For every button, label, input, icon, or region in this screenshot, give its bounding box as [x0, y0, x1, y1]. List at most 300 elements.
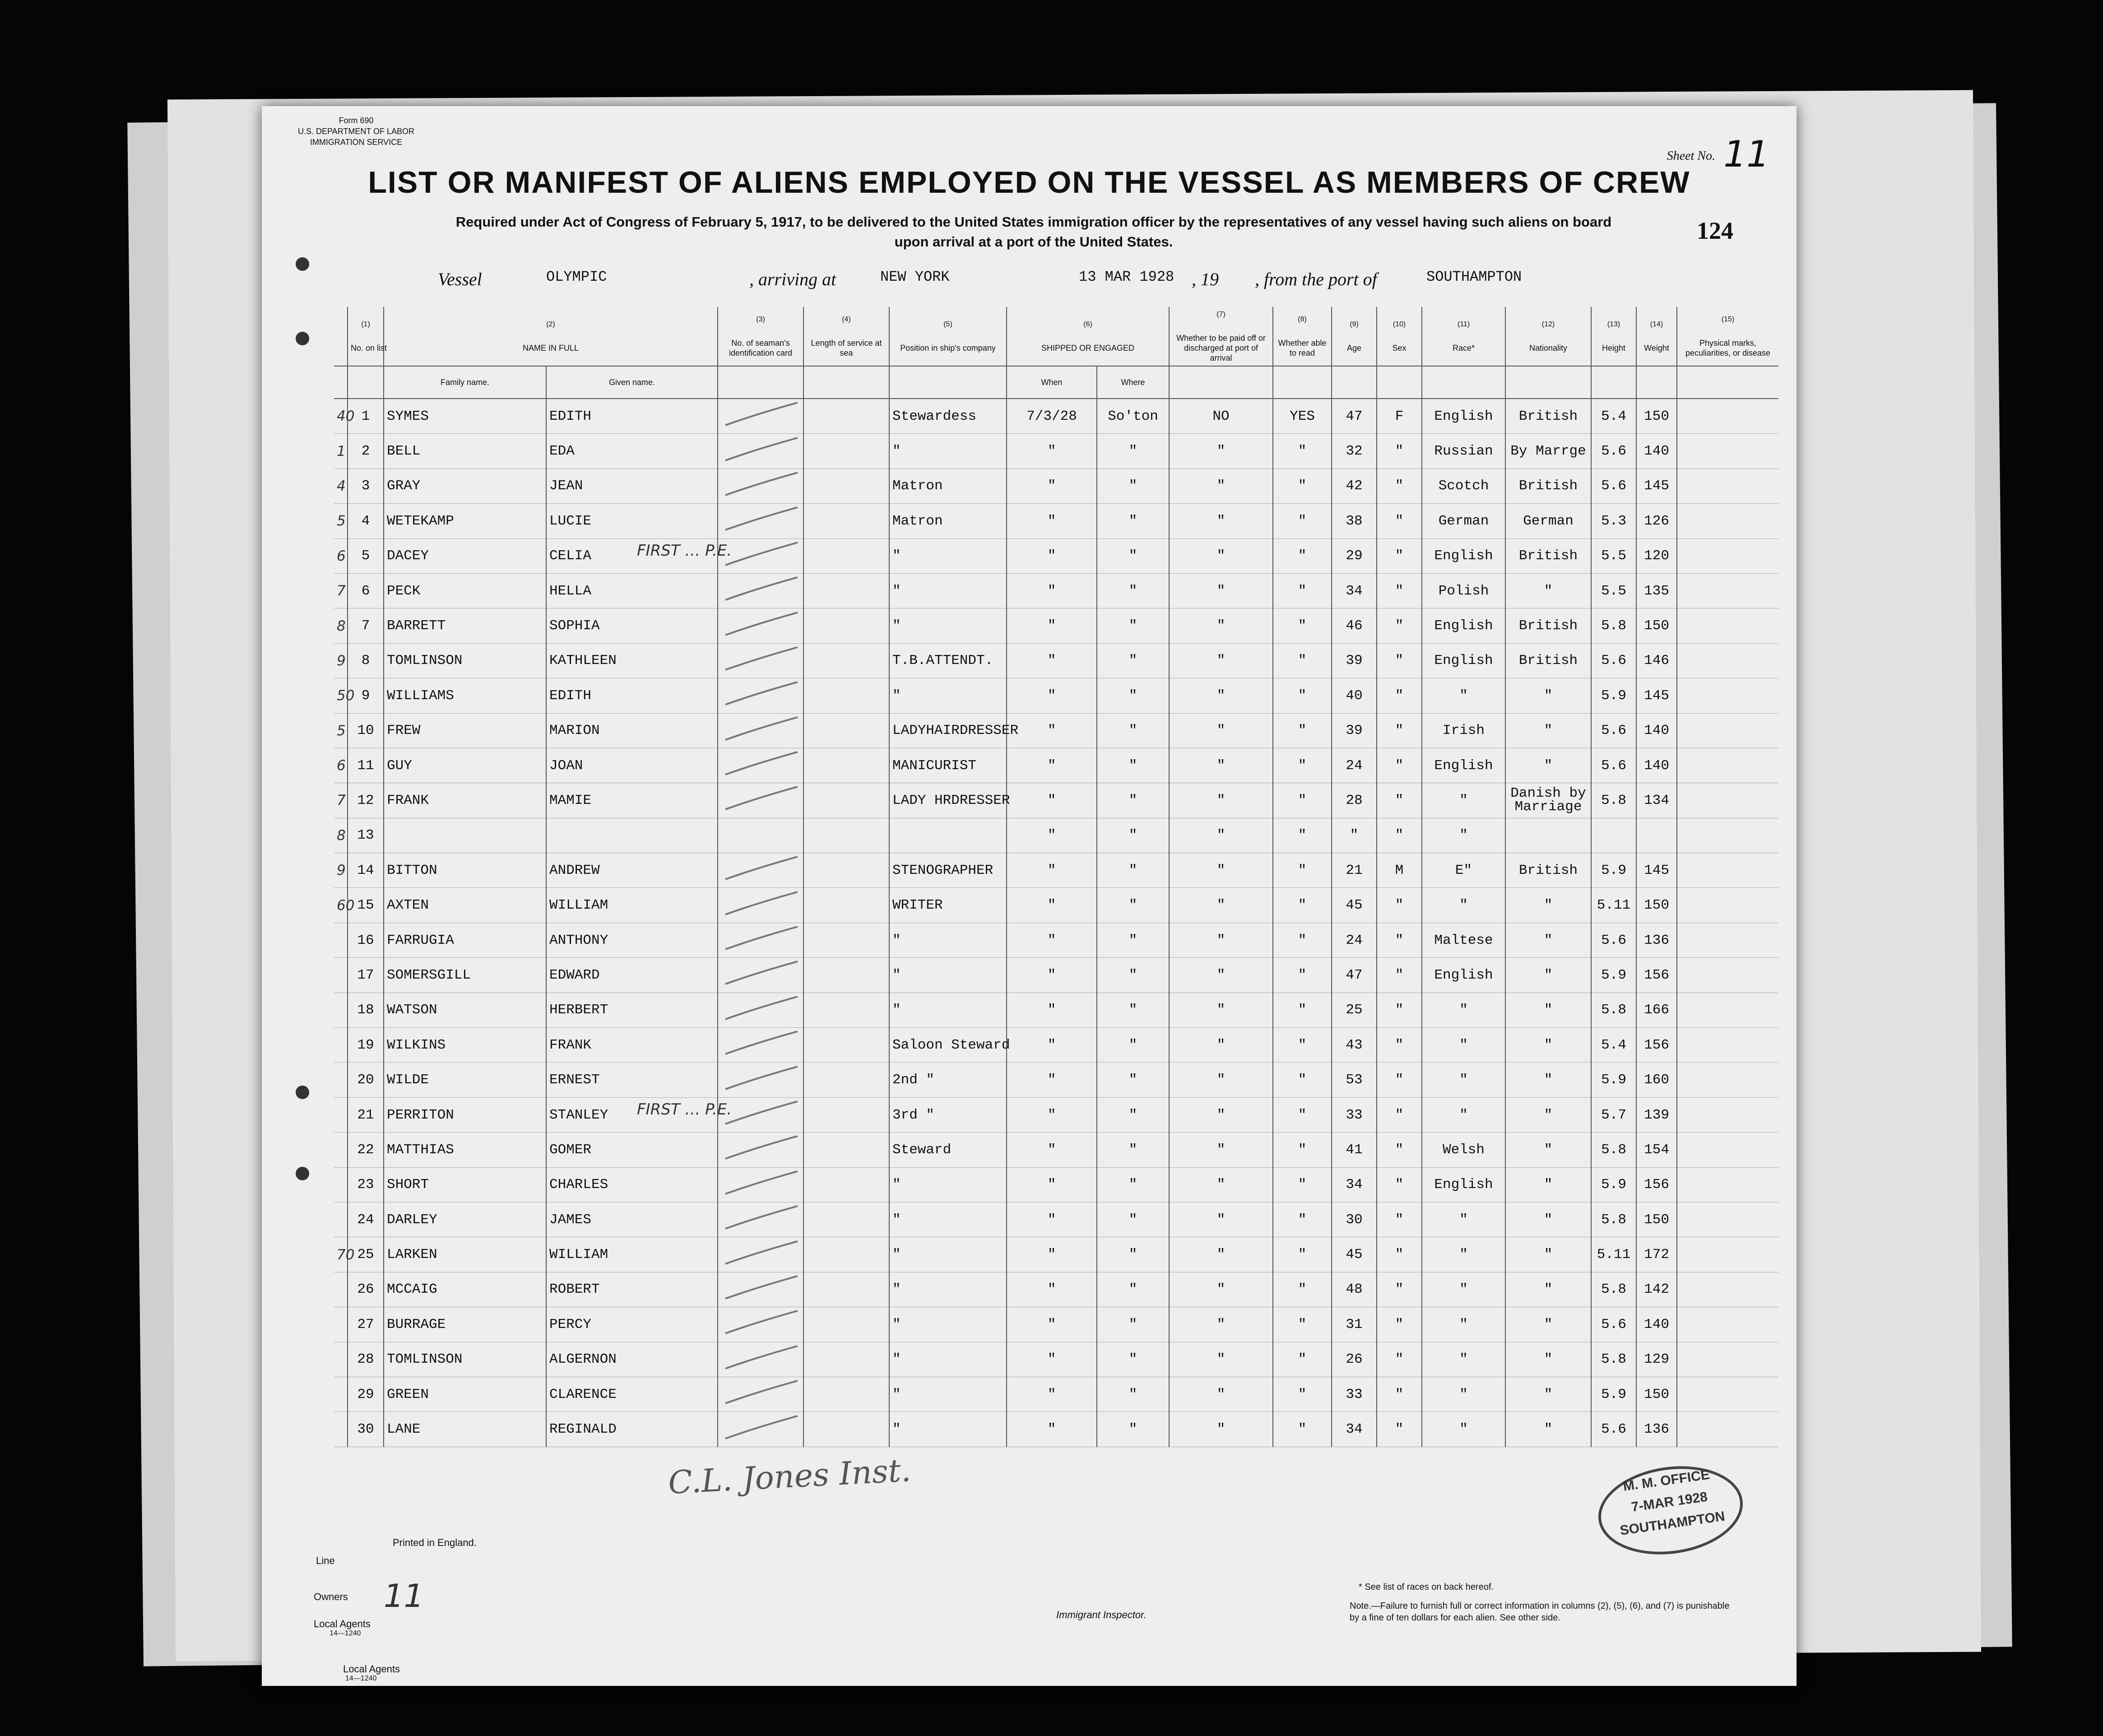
position [889, 818, 1007, 853]
check-stroke [721, 1344, 802, 1371]
col-shipped-header: (6) SHIPPED OR ENGAGED [1007, 307, 1169, 366]
paid-off: " [1169, 1167, 1273, 1202]
punch-hole [296, 1167, 309, 1180]
sex: " [1377, 888, 1422, 923]
form-number: Form 690 [339, 116, 374, 125]
table-row [334, 608, 1778, 643]
sex: " [1377, 608, 1422, 643]
col-position-header: (5) Position in ship's company [889, 307, 1007, 366]
row-number: 1 [348, 399, 384, 434]
height: 5.8 [1591, 1133, 1636, 1167]
family-name: WATSON [384, 993, 546, 1027]
able-to-read: " [1273, 993, 1332, 1027]
check-stroke [721, 470, 802, 497]
given-name: ANTHONY [546, 923, 718, 957]
able-to-read: " [1273, 469, 1332, 503]
check-stroke [721, 994, 802, 1021]
check-stroke [721, 1169, 802, 1196]
id-card-mark [718, 1237, 803, 1272]
nationality: British [1505, 399, 1591, 434]
physical-marks [1677, 818, 1778, 853]
service-length [803, 1412, 889, 1447]
family-name: WETEKAMP [384, 504, 546, 538]
physical-marks [1677, 853, 1778, 888]
physical-marks [1677, 678, 1778, 713]
shipped-where: " [1097, 434, 1169, 469]
check-stroke [721, 505, 802, 532]
vessel-name: OLYMPIC [546, 269, 607, 285]
table-row [334, 713, 1778, 748]
row-margin-number [334, 1307, 348, 1342]
paid-off: " [1169, 748, 1273, 783]
shipped-when: " [1007, 888, 1097, 923]
physical-marks [1677, 504, 1778, 538]
table-row [334, 1202, 1778, 1237]
able-to-read: " [1273, 1063, 1332, 1097]
service-length [803, 678, 889, 713]
family-name: DARLEY [384, 1202, 546, 1237]
nationality: " [1505, 1063, 1591, 1097]
check-stroke [721, 715, 802, 742]
weight: 136 [1636, 1412, 1677, 1447]
weight [1636, 818, 1677, 853]
weight: 145 [1636, 678, 1677, 713]
nationality: British [1505, 608, 1591, 643]
shipped-when: " [1007, 469, 1097, 503]
physical-marks [1677, 1377, 1778, 1411]
row-number: 20 [348, 1063, 384, 1097]
shipped-when: 7/3/28 [1007, 399, 1097, 434]
family-name: TOMLINSON [384, 1342, 546, 1377]
paid-off: " [1169, 713, 1273, 748]
weight: 140 [1636, 748, 1677, 783]
able-to-read: " [1273, 1167, 1332, 1202]
crew-table [334, 307, 1778, 1447]
race: " [1422, 1237, 1505, 1272]
row-margin-number [334, 923, 348, 957]
height: 5.11 [1591, 1237, 1636, 1272]
able-to-read: " [1273, 538, 1332, 573]
family-name: SOMERSGILL [384, 958, 546, 993]
paid-off: " [1169, 1377, 1273, 1411]
service-length [803, 434, 889, 469]
col-age-header: (9) Age [1332, 307, 1377, 366]
family-name: BELL [384, 434, 546, 469]
given-name-header: Given name. [546, 366, 718, 399]
given-name: HERBERT [546, 993, 718, 1027]
race: " [1422, 1272, 1505, 1307]
table-row [334, 1063, 1778, 1097]
nationality [1505, 818, 1591, 853]
race: English [1422, 958, 1505, 993]
table-row [334, 1167, 1778, 1202]
physical-marks [1677, 1097, 1778, 1132]
physical-marks [1677, 434, 1778, 469]
service-length [803, 958, 889, 993]
row-number: 9 [348, 678, 384, 713]
service-length [803, 608, 889, 643]
position: LADYHAIRDRESSER [889, 713, 1007, 748]
table-row [334, 1028, 1778, 1063]
check-stroke [721, 1099, 802, 1126]
family-name: LANE [384, 1412, 546, 1447]
age: 34 [1332, 1167, 1377, 1202]
row-number: 29 [348, 1377, 384, 1411]
check-stroke [721, 680, 802, 707]
position: Steward [889, 1133, 1007, 1167]
paid-off: " [1169, 678, 1273, 713]
sex: " [1377, 748, 1422, 783]
race: " [1422, 783, 1505, 818]
paid-off: " [1169, 469, 1273, 503]
physical-marks [1677, 958, 1778, 993]
race: English [1422, 399, 1505, 434]
position: Stewardess [889, 399, 1007, 434]
sex: M [1377, 853, 1422, 888]
position: " [889, 923, 1007, 957]
position: " [889, 678, 1007, 713]
able-to-read: YES [1273, 399, 1332, 434]
height: 5.11 [1591, 888, 1636, 923]
family-name: GRAY [384, 469, 546, 503]
service-length [803, 538, 889, 573]
paid-off: " [1169, 783, 1273, 818]
id-card-mark [718, 573, 803, 608]
service-length [803, 1167, 889, 1202]
physical-marks [1677, 1412, 1778, 1447]
physical-marks [1677, 713, 1778, 748]
weight: 134 [1636, 783, 1677, 818]
when-header: When [1007, 366, 1097, 399]
shipped-when: " [1007, 1202, 1097, 1237]
service-length [803, 1272, 889, 1307]
weight: 145 [1636, 469, 1677, 503]
check-stroke [721, 1239, 802, 1266]
service-length [803, 643, 889, 678]
position: " [889, 1412, 1007, 1447]
paid-off: " [1169, 608, 1273, 643]
race: English [1422, 608, 1505, 643]
shipped-where: " [1097, 1063, 1169, 1097]
race: " [1422, 1412, 1505, 1447]
family-name [384, 818, 546, 853]
paid-off: " [1169, 1097, 1273, 1132]
sex: " [1377, 643, 1422, 678]
shipped-where: " [1097, 1272, 1169, 1307]
row-margin-number [334, 1342, 348, 1377]
id-card-mark [718, 713, 803, 748]
height [1591, 818, 1636, 853]
nationality: " [1505, 993, 1591, 1027]
shipped-where: " [1097, 993, 1169, 1027]
row-margin-number [334, 1272, 348, 1307]
physical-marks [1677, 1342, 1778, 1377]
manifest-sheet [262, 106, 1797, 1686]
given-name: HELLA [546, 573, 718, 608]
table-row [334, 538, 1778, 573]
position: 2nd " [889, 1063, 1007, 1097]
nationality: " [1505, 1028, 1591, 1063]
table-row [334, 1097, 1778, 1132]
position: WRITER [889, 888, 1007, 923]
position: " [889, 1202, 1007, 1237]
able-to-read: " [1273, 608, 1332, 643]
row-margin-number: 6 [334, 748, 348, 783]
table-row [334, 853, 1778, 888]
age: 39 [1332, 713, 1377, 748]
age: 47 [1332, 958, 1377, 993]
row-margin-number: 9 [334, 853, 348, 888]
row-number: 3 [348, 469, 384, 503]
nationality: British [1505, 469, 1591, 503]
service-length [803, 399, 889, 434]
owners-label: Owners [314, 1591, 348, 1602]
row-number: 13 [348, 818, 384, 853]
check-stroke [721, 540, 802, 567]
given-name: WILLIAM [546, 1237, 718, 1272]
nationality: " [1505, 1167, 1591, 1202]
sex: " [1377, 1133, 1422, 1167]
race: " [1422, 818, 1505, 853]
shipped-when: " [1007, 1307, 1097, 1342]
position: Saloon Steward [889, 1028, 1007, 1063]
height: 5.4 [1591, 1028, 1636, 1063]
race: Scotch [1422, 469, 1505, 503]
given-name: STANLEY FIRST … P.E. [546, 1097, 718, 1132]
shipped-where: " [1097, 1237, 1169, 1272]
sex: " [1377, 1342, 1422, 1377]
age: " [1332, 818, 1377, 853]
able-to-read: " [1273, 853, 1332, 888]
check-stroke [721, 1379, 802, 1406]
physical-marks [1677, 748, 1778, 783]
nationality: " [1505, 1342, 1591, 1377]
position: " [889, 1272, 1007, 1307]
sex: " [1377, 1377, 1422, 1411]
given-name: ANDREW [546, 853, 718, 888]
table-row [334, 504, 1778, 538]
penalty-note: Note.—Failure to furnish full or correct information in columns (2), (5), (6), and (7) is punishable by a fine of ten dollars for each alien. See other side. [1350, 1601, 1730, 1623]
sex: " [1377, 1412, 1422, 1447]
local-agents-code: 14—1240 [330, 1629, 361, 1637]
race: Welsh [1422, 1133, 1505, 1167]
id-card-mark [718, 1342, 803, 1377]
family-name: SHORT [384, 1167, 546, 1202]
row-margin-number [334, 993, 348, 1027]
height: 5.6 [1591, 923, 1636, 957]
nationality: Danish by Marriage [1505, 783, 1591, 818]
given-name: EDITH [546, 678, 718, 713]
nationality: " [1505, 678, 1591, 713]
row-margin-number [334, 1063, 348, 1097]
position: " [889, 538, 1007, 573]
nationality: " [1505, 1202, 1591, 1237]
physical-marks [1677, 1028, 1778, 1063]
id-card-mark [718, 818, 803, 853]
weight: 135 [1636, 573, 1677, 608]
given-name: MARION [546, 713, 718, 748]
given-name: EDITH [546, 399, 718, 434]
physical-marks [1677, 538, 1778, 573]
nationality: " [1505, 888, 1591, 923]
given-name: EDWARD [546, 958, 718, 993]
family-name: AXTEN [384, 888, 546, 923]
col-name-header: (2) NAME IN FULL [384, 307, 718, 366]
row-margin-number: 4 [334, 469, 348, 503]
given-name: PERCY [546, 1307, 718, 1342]
position: " [889, 1342, 1007, 1377]
shipped-when: " [1007, 1133, 1097, 1167]
race: " [1422, 1202, 1505, 1237]
paid-off: " [1169, 1133, 1273, 1167]
punch-hole [296, 332, 309, 345]
row-margin-number [334, 1028, 348, 1063]
vessel-label: Vessel [438, 269, 482, 289]
printed-note: Printed in England. [393, 1537, 477, 1548]
weight: 145 [1636, 853, 1677, 888]
id-card-mark [718, 923, 803, 957]
shipped-when: " [1007, 818, 1097, 853]
shipped-where: " [1097, 1097, 1169, 1132]
table-row [334, 643, 1778, 678]
check-stroke [721, 890, 802, 917]
paid-off: " [1169, 538, 1273, 573]
able-to-read: " [1273, 1097, 1332, 1132]
shipped-when: " [1007, 1342, 1097, 1377]
row-margin-number [334, 1133, 348, 1167]
shipped-where: " [1097, 643, 1169, 678]
able-to-read: " [1273, 958, 1332, 993]
age: 29 [1332, 538, 1377, 573]
physical-marks [1677, 643, 1778, 678]
id-card-mark [718, 748, 803, 783]
check-stroke [721, 959, 802, 986]
col-paid-header: (7) Whether to be paid off or discharged at port of arrival [1169, 307, 1273, 366]
nationality: British [1505, 538, 1591, 573]
table-row [334, 748, 1778, 783]
table-row [334, 783, 1778, 818]
id-card-mark [718, 1272, 803, 1307]
height: 5.5 [1591, 538, 1636, 573]
shipped-where: " [1097, 853, 1169, 888]
check-stroke [721, 575, 802, 602]
check-stroke [721, 436, 802, 463]
service-length [803, 1063, 889, 1097]
able-to-read: " [1273, 748, 1332, 783]
physical-marks [1677, 469, 1778, 503]
height: 5.8 [1591, 1202, 1636, 1237]
given-name: JAMES [546, 1202, 718, 1237]
paid-off: " [1169, 923, 1273, 957]
height: 5.8 [1591, 993, 1636, 1027]
weight: 129 [1636, 1342, 1677, 1377]
shipped-when: " [1007, 923, 1097, 957]
id-card-mark [718, 783, 803, 818]
id-card-mark [718, 1307, 803, 1342]
sex: " [1377, 469, 1422, 503]
nationality: " [1505, 1097, 1591, 1132]
table-row [334, 573, 1778, 608]
weight: 146 [1636, 643, 1677, 678]
shipped-when: " [1007, 608, 1097, 643]
nationality: British [1505, 643, 1591, 678]
shipped-when: " [1007, 1377, 1097, 1411]
given-name: KATHLEEN [546, 643, 718, 678]
row-number: 26 [348, 1272, 384, 1307]
height: 5.6 [1591, 1412, 1636, 1447]
race: " [1422, 1342, 1505, 1377]
check-stroke [721, 1274, 802, 1301]
check-stroke [721, 784, 802, 812]
physical-marks [1677, 923, 1778, 957]
age: 47 [1332, 399, 1377, 434]
id-card-mark [718, 853, 803, 888]
paid-off: " [1169, 958, 1273, 993]
shipped-where: " [1097, 608, 1169, 643]
able-to-read: " [1273, 643, 1332, 678]
age: 24 [1332, 748, 1377, 783]
sex: " [1377, 783, 1422, 818]
family-name: SYMES [384, 399, 546, 434]
given-name: JOAN [546, 748, 718, 783]
age: 45 [1332, 1237, 1377, 1272]
row-number: 10 [348, 713, 384, 748]
position: Matron [889, 504, 1007, 538]
race: " [1422, 1028, 1505, 1063]
departure-port: SOUTHAMPTON [1426, 269, 1522, 285]
able-to-read: " [1273, 888, 1332, 923]
able-to-read: " [1273, 1237, 1332, 1272]
table-row [334, 1237, 1778, 1272]
weight: 172 [1636, 1237, 1677, 1272]
paid-off: " [1169, 643, 1273, 678]
weight: 120 [1636, 538, 1677, 573]
col-service-header: (4) Length of service at sea [803, 307, 889, 366]
shipped-when: " [1007, 1097, 1097, 1132]
sex: " [1377, 818, 1422, 853]
id-card-mark [718, 643, 803, 678]
col-idcard-header: (3) No. of seaman's identification card [718, 307, 803, 366]
given-name: MAMIE [546, 783, 718, 818]
weight: 156 [1636, 1028, 1677, 1063]
shipped-where: " [1097, 469, 1169, 503]
age: 31 [1332, 1307, 1377, 1342]
id-card-mark [718, 1028, 803, 1063]
row-number: 8 [348, 643, 384, 678]
family-name: BITTON [384, 853, 546, 888]
row-number: 14 [348, 853, 384, 888]
age: 25 [1332, 993, 1377, 1027]
age: 24 [1332, 923, 1377, 957]
sex: " [1377, 573, 1422, 608]
given-name: JEAN [546, 469, 718, 503]
able-to-read: " [1273, 504, 1332, 538]
shipped-when: " [1007, 853, 1097, 888]
weight: 126 [1636, 504, 1677, 538]
row-number: 11 [348, 748, 384, 783]
shipped-where: " [1097, 958, 1169, 993]
shipped-when: " [1007, 573, 1097, 608]
check-stroke [721, 1029, 802, 1056]
col-nationality-header: (12) Nationality [1505, 307, 1591, 366]
age: 45 [1332, 888, 1377, 923]
shipped-when: " [1007, 1028, 1097, 1063]
weight: 150 [1636, 1377, 1677, 1411]
shipped-when: " [1007, 993, 1097, 1027]
shipped-when: " [1007, 1237, 1097, 1272]
table-row [334, 1342, 1778, 1377]
row-number: 12 [348, 783, 384, 818]
